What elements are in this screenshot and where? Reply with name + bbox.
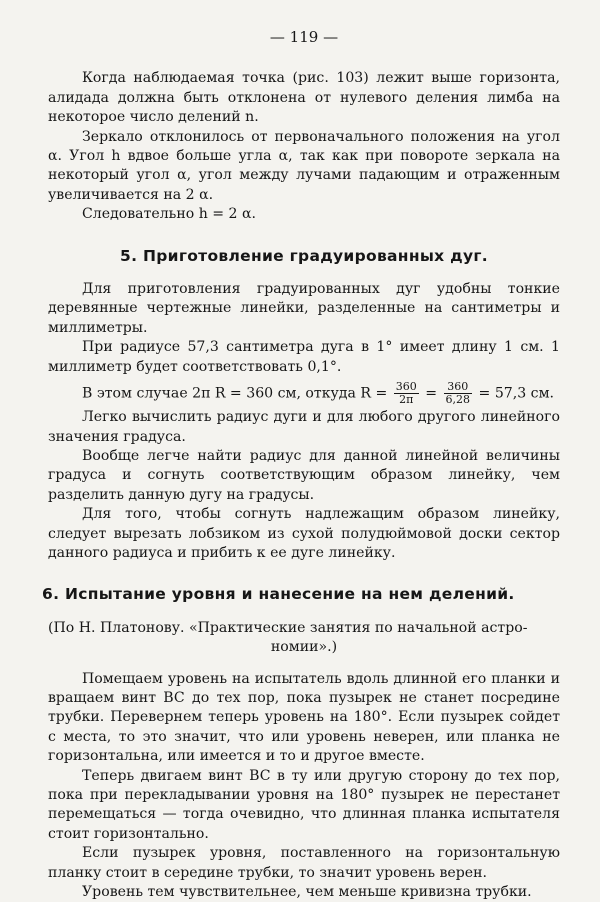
- fraction-2-numerator: 360: [444, 381, 473, 394]
- section-6-paragraph-3: Если пузырек уровня, поставленного на горизонтальную планку стоит в середине трубки, то значит уровень верен.: [48, 845, 560, 881]
- section-6-source-note: [48, 619, 560, 658]
- section-6-paragraph-4: Уровень тем чувствительнее, чем меньше кривизна трубки.: [82, 884, 532, 901]
- source-note-line-2: номии».): [270, 639, 338, 656]
- page-number: — 119 —: [269, 28, 339, 46]
- formula-prefix: В этом случае 2π R = 360 см, откуда R =: [82, 385, 388, 402]
- radius-formula: [48, 381, 560, 406]
- formula-equals: =: [425, 385, 438, 402]
- intro-paragraph-1: Когда наблюдаемая точка (рис. 103) лежит выше горизонта, алидада должна быть отклонена от нулевого деления лимба на некоторое число делений n.: [48, 70, 560, 126]
- section-6-heading: 6. Испытание уровня и нанесение на нем делений.: [42, 585, 515, 604]
- fraction-1-numerator: 360: [395, 380, 417, 394]
- section-6-paragraph-2: Теперь двигаем винт BC в ту или другую сторону до тех пор, пока при перекладывании уровня на 180° пузырек не перестанет перемещаться — тогда очевидно, что длинная планка испытателя стоит горизонтально.: [48, 767, 560, 842]
- section-5-paragraph-2: При радиусе 57,3 сантиметра дуга в 1° имеет длину 1 см. 1 миллиметр будет соответствовать 0,1°.: [48, 339, 560, 375]
- intro-paragraph-3: Следовательно h = 2 α.: [82, 206, 256, 223]
- section-6-paragraph-1: Помещаем уровень на испытатель вдоль длинной его планки и вращаем винт BC до тех пор, пока пузырек не станет посредине трубки. Перевернем теперь уровень на 180°. Если пузырек сойдет с места, то это значит, что или уровень неверен, или планка не горизонтальна, или имеется и то и другое вместе.: [48, 670, 560, 765]
- fraction-360-over-2pi: [394, 381, 419, 406]
- book-page: [42, 28, 560, 902]
- section-5-paragraph-1: Для приготовления градуированных дуг удобны тонкие деревянные чертежные линейки, разделенные на сантиметры и миллиметры.: [48, 281, 560, 336]
- section-5-paragraph-4: Вообще легче найти радиус для данной линейной величины градуса и согнуть соответствующим образом линейку, чем разделить данную дугу на градусы.: [48, 447, 560, 503]
- section-5-paragraph-5: Для того, чтобы согнуть надлежащим образом линейку, следует вырезать лобзиком из сухой полудюймовой доски сектор данного радиуса и прибить к ее дуге линейку.: [48, 506, 560, 561]
- fraction-360-over-628: [444, 381, 473, 406]
- intro-paragraph-2: Зеркало отклонилось от первоначального положения на угол α. Угол h вдвое больше угла α, так как при повороте зеркала на некоторый угол α, угол между лучами падающим и отраженным увеличивается на 2 α.: [48, 128, 560, 203]
- section-5-heading: 5. Приготовление градуированных дуг.: [120, 246, 488, 265]
- source-note-line-1: (По Н. Платонову. «Практические занятия по начальной астро-: [48, 619, 528, 636]
- fraction-1-denominator: 2π: [399, 393, 414, 407]
- formula-suffix: = 57,3 см.: [478, 385, 555, 402]
- fraction-2-denominator: 6,28: [445, 393, 471, 407]
- section-5-paragraph-3: Легко вычислить радиус дуги и для любого другого линейного значения градуса.: [48, 409, 560, 445]
